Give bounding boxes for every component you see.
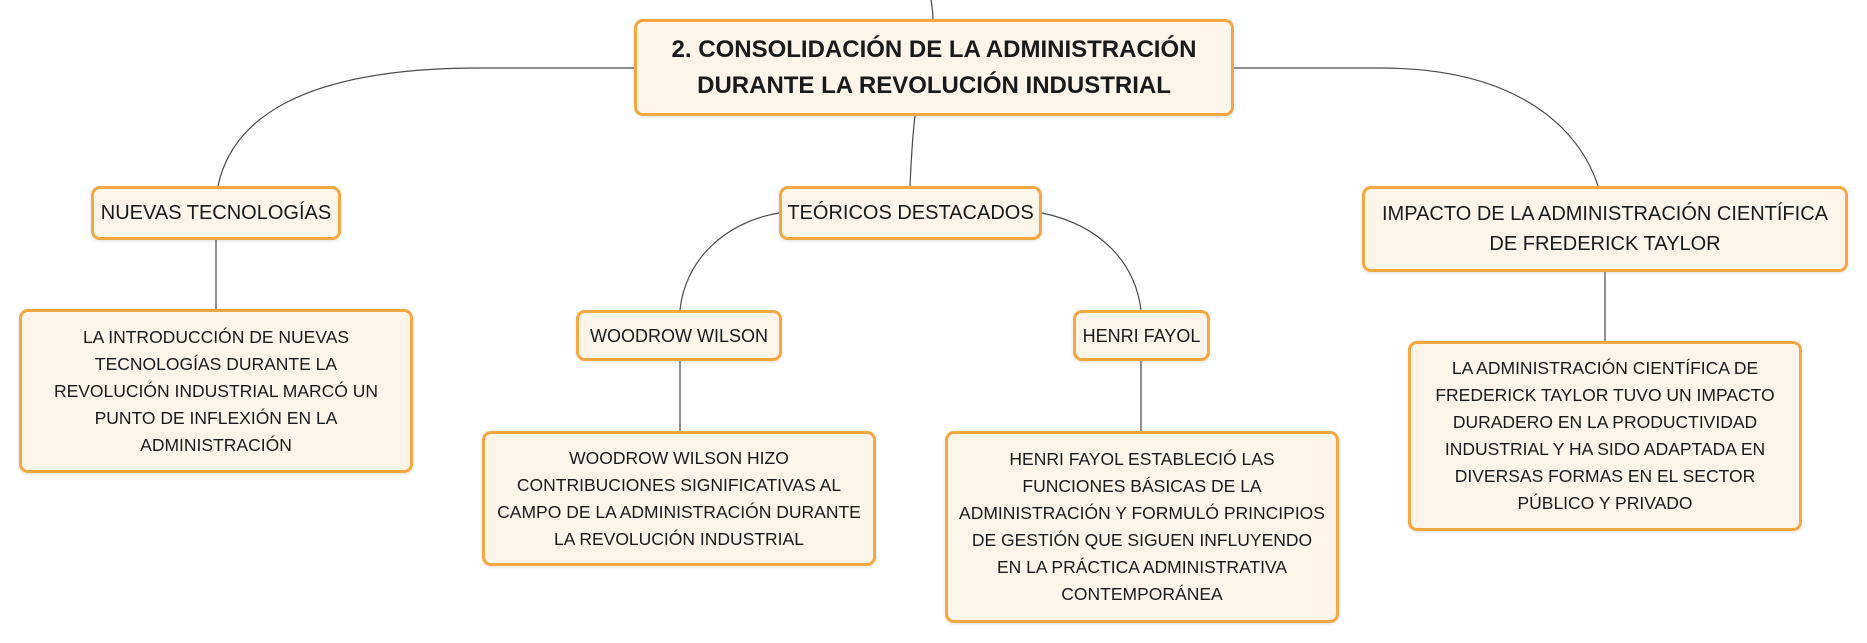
connector-teoricos-fayol	[1042, 213, 1141, 310]
node-woodrow-wilson-detail[interactable]	[482, 431, 876, 566]
node-teoricos-destacados[interactable]	[779, 186, 1042, 240]
impacto-taylor-detail-text: LA ADMINISTRACIÓN CIENTÍFICA DE FREDERICK TAYLOR TUVO UN IMPACTO DURADERO EN LA PRODUCTIVIDAD INDUSTRIAL Y HA SIDO ADAPTADA EN DIVERSAS FORMAS EN EL SECTOR PÚBLICO Y PRIVADO	[1435, 358, 1775, 513]
woodrow-wilson-label: WOODROW WILSON	[590, 325, 768, 346]
connector-teoricos-wilson	[680, 213, 779, 310]
root-node[interactable]	[634, 19, 1234, 116]
connector-root-nuevas	[218, 68, 634, 186]
connector-root-teoricos	[910, 116, 915, 186]
impacto-taylor-label: IMPACTO DE LA ADMINISTRACIÓN CIENTÍFICA DE FREDERICK TAYLOR	[1382, 203, 1828, 255]
henri-fayol-detail-text: HENRI FAYOL ESTABLECIÓ LAS FUNCIONES BÁSICAS DE LA ADMINISTRACIÓN Y FORMULÓ PRINCIPIOS DE GESTIÓN QUE SIGUEN INFLUYENDO EN LA PRÁCTICA ADMINISTRATIVA CONTEMPORÁNEA	[959, 449, 1325, 604]
node-impacto-taylor-detail[interactable]	[1408, 341, 1802, 531]
teoricos-destacados-label: TEÓRICOS DESTACADOS	[787, 202, 1034, 224]
node-nuevas-tecnologias[interactable]	[91, 186, 341, 240]
root-label	[672, 32, 1197, 104]
node-henri-fayol[interactable]	[1073, 310, 1210, 361]
root-label-line1: 2. CONSOLIDACIÓN DE LA ADMINISTRACIÓN	[671, 35, 1197, 63]
node-impacto-taylor[interactable]	[1362, 186, 1848, 272]
nuevas-tecnologias-label: NUEVAS TECNOLOGÍAS	[100, 202, 332, 224]
woodrow-wilson-detail-text: WOODROW WILSON HIZO CONTRIBUCIONES SIGNIFICATIVAS AL CAMPO DE LA ADMINISTRACIÓN DURANTE LA REVOLUCIÓN INDUSTRIAL	[497, 447, 861, 549]
nuevas-tecnologias-detail-text: LA INTRODUCCIÓN DE NUEVAS TECNOLOGÍAS DURANTE LA REVOLUCIÓN INDUSTRIAL MARCÓ UN PUNTO DE INFLEXIÓN EN LA ADMINISTRACIÓN	[53, 326, 379, 455]
node-woodrow-wilson[interactable]	[576, 310, 782, 361]
henri-fayol-label: HENRI FAYOL	[1082, 325, 1201, 346]
node-henri-fayol-detail[interactable]	[945, 431, 1339, 623]
connector-parent-root	[931, 0, 933, 20]
node-nuevas-tecnologias-detail[interactable]	[19, 309, 413, 473]
connector-root-taylor	[1234, 68, 1598, 186]
root-label-line2: DURANTE LA REVOLUCIÓN INDUSTRIAL	[697, 71, 1171, 99]
